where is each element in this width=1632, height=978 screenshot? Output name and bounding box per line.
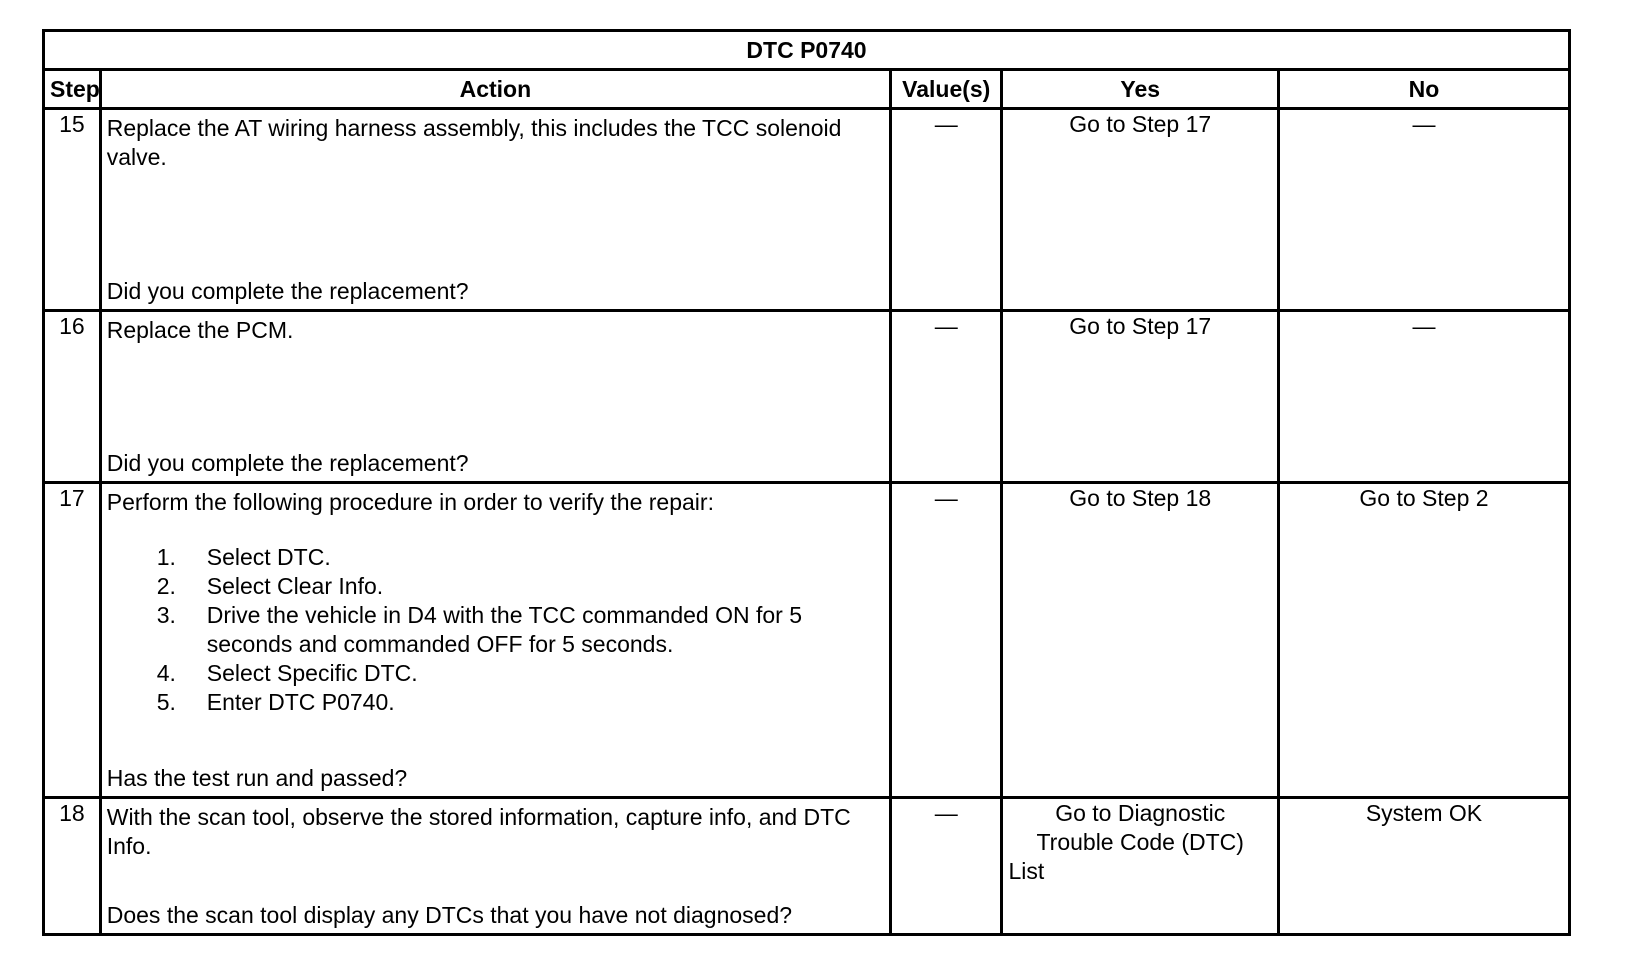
- table-row-step-15: [44, 109, 1570, 311]
- procedure-number: 5.: [156, 689, 176, 715]
- question-text: Has the test run and passed?: [106, 765, 408, 791]
- no-cell: System OK: [1278, 798, 1569, 935]
- action-text: Replace the PCM.: [106, 317, 294, 343]
- table-title: DTC P0740: [44, 31, 1570, 70]
- procedure-text: Drive the vehicle in D4 with the TCC commanded ON for 5 seconds and commanded OFF for 5 seconds.: [206, 602, 802, 657]
- yes-cell: Go to Step 17: [1002, 109, 1279, 311]
- yes-line: List: [1008, 858, 1045, 884]
- dtc-table: [42, 29, 1571, 936]
- header-step: Step: [44, 70, 101, 109]
- question-text: Did you complete the replacement?: [106, 450, 469, 476]
- header-row: [44, 70, 1570, 109]
- procedure-list: [107, 543, 884, 717]
- action-text: Replace the AT wiring harness assembly, this includes the TCC solenoid valve.: [106, 115, 842, 170]
- yes-cell: Go to Step 18: [1002, 483, 1279, 798]
- procedure-text: Enter DTC P0740.: [206, 689, 395, 715]
- procedure-number: 2.: [156, 573, 176, 599]
- yes-cell: Go to Step 17: [1002, 311, 1279, 483]
- action-cell: [100, 311, 890, 483]
- header-yes: Yes: [1002, 70, 1279, 109]
- table-row-step-16: [44, 311, 1570, 483]
- procedure-number: 1.: [156, 544, 176, 570]
- header-action: Action: [100, 70, 890, 109]
- header-values: Value(s): [891, 70, 1002, 109]
- table-row-step-17: [44, 483, 1570, 798]
- procedure-item: [107, 543, 884, 572]
- title-row: [44, 31, 1570, 70]
- values-cell: —: [891, 798, 1002, 935]
- question-text: Did you complete the replacement?: [106, 278, 469, 304]
- procedure-item: [107, 688, 884, 717]
- action-text: Perform the following procedure in order to verify the repair:: [106, 489, 714, 515]
- values-cell: —: [891, 483, 1002, 798]
- yes-line: Trouble Code (DTC): [1036, 829, 1244, 855]
- step-number: 18: [44, 798, 101, 935]
- step-number: 16: [44, 311, 101, 483]
- procedure-text: Select Clear Info.: [206, 573, 384, 599]
- values-cell: —: [891, 109, 1002, 311]
- no-cell: —: [1278, 109, 1569, 311]
- procedure-item: [107, 572, 884, 601]
- no-cell: Go to Step 2: [1278, 483, 1569, 798]
- header-no: No: [1278, 70, 1569, 109]
- step-number: 17: [44, 483, 101, 798]
- action-cell: [100, 798, 890, 935]
- action-cell: [100, 483, 890, 798]
- procedure-number: 4.: [156, 660, 176, 686]
- procedure-number: 3.: [156, 602, 176, 628]
- table-row-step-18: [44, 798, 1570, 935]
- yes-link-diagnostic-list: [1008, 799, 1272, 886]
- yes-line: Go to Diagnostic: [1055, 800, 1226, 826]
- step-number: 15: [44, 109, 101, 311]
- yes-cell: [1002, 798, 1279, 935]
- action-cell: [100, 109, 890, 311]
- values-cell: —: [891, 311, 1002, 483]
- question-text: Does the scan tool display any DTCs that you have not diagnosed?: [106, 902, 793, 928]
- procedure-text: Select Specific DTC.: [206, 660, 418, 686]
- procedure-item: [107, 601, 884, 659]
- procedure-item: [107, 659, 884, 688]
- action-text: With the scan tool, observe the stored information, capture info, and DTC Info.: [106, 804, 851, 859]
- procedure-text: Select DTC.: [206, 544, 331, 570]
- no-cell: —: [1278, 311, 1569, 483]
